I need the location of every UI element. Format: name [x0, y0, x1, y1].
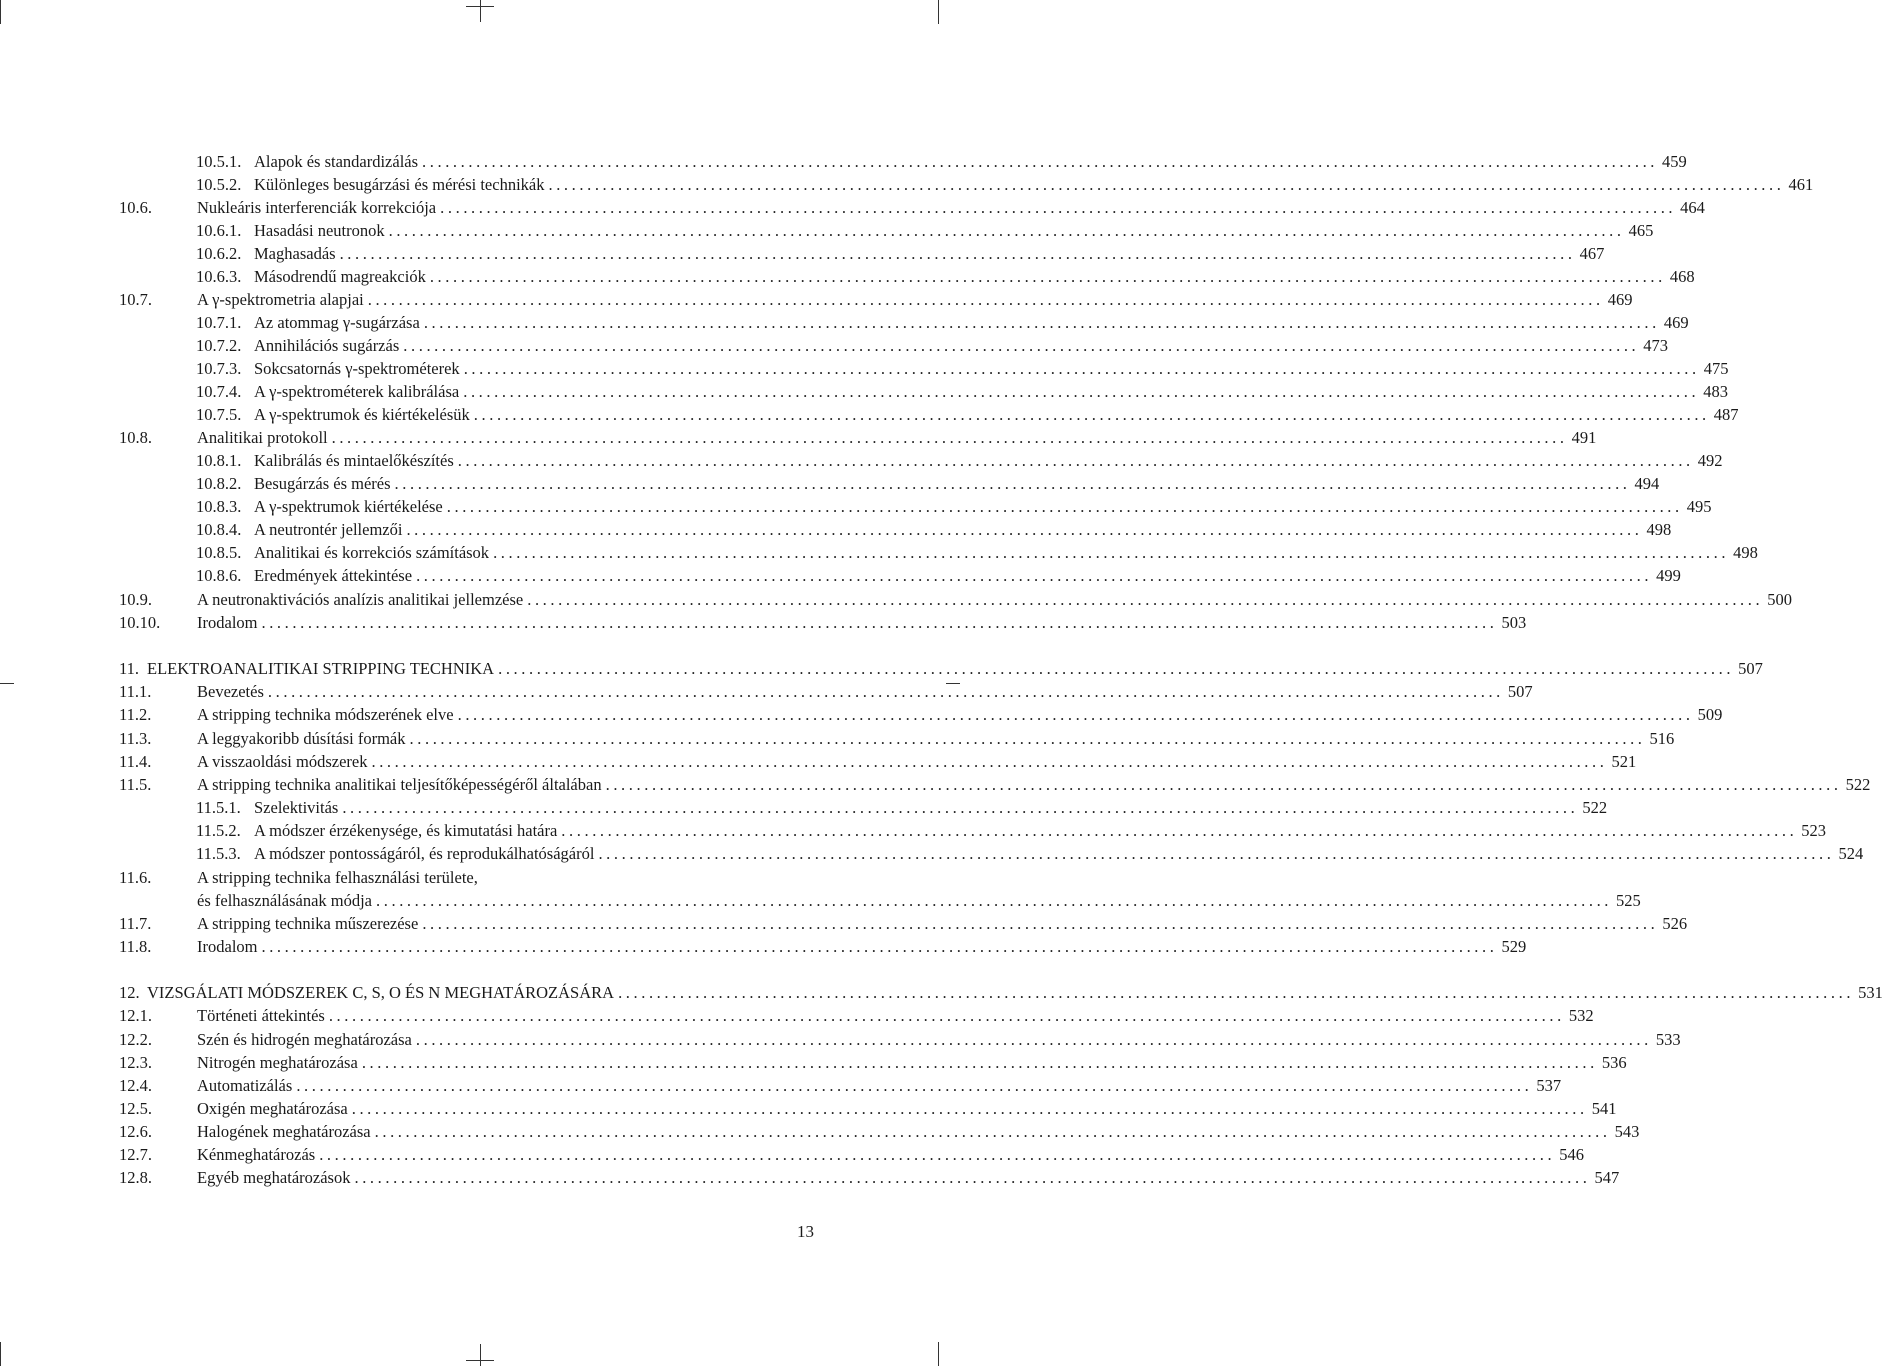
toc-entry-title: Szén és hidrogén meghatározása [197, 1030, 412, 1049]
toc-entry-title: A neutrontér jellemzői [254, 520, 403, 539]
toc-entry[interactable] [196, 242, 1605, 265]
toc-entry-number: 11.4. [119, 752, 152, 771]
toc-entry[interactable] [119, 1166, 1620, 1189]
toc-entry-title: Eredmények áttekintése [254, 566, 413, 585]
crop-mark-bottom-right [938, 1342, 939, 1366]
crop-mark-top-left [0, 0, 1, 24]
toc-entry-page: 487 [1713, 405, 1739, 424]
toc-entry[interactable] [119, 426, 1597, 449]
toc-entry-page: 523 [1801, 821, 1827, 840]
toc-entry-page: 492 [1697, 451, 1723, 470]
toc-entry-page: 464 [1680, 198, 1705, 217]
toc-entry-number: 10.7. [119, 290, 152, 309]
toc-entry-page: 524 [1838, 844, 1864, 863]
toc-dot-leader: ................................................................................................................................................................ [457, 451, 1694, 470]
toc-entry-title: Analitikai és korrekciós számítások [254, 543, 490, 562]
toc-entry-number: 10.7.5. [196, 405, 242, 424]
toc-dot-leader: ................................................................................................................................................................ [463, 359, 1700, 378]
toc-dot-leader: ................................................................................................................................................................ [328, 1006, 1565, 1025]
toc-dot-leader: ................................................................................................................................................................ [371, 752, 1608, 771]
toc-entry[interactable] [119, 588, 1792, 611]
toc-entry-page: 498 [1646, 520, 1672, 539]
toc-entry-page: 531 [1858, 983, 1883, 1002]
toc-dot-leader: ................................................................................................................................................................ [296, 1076, 1533, 1095]
toc-dot-leader: ................................................................................................................................................................ [423, 313, 1660, 332]
toc-dot-leader: ................................................................................................................................................................ [406, 520, 1643, 539]
toc-entry-title: Sokcsatornás γ-spektrométerek [254, 359, 460, 378]
toc-entry-number: 12.5. [119, 1099, 152, 1118]
toc-entry-title: Másodrendű magreakciók [254, 267, 426, 286]
toc-entry[interactable] [196, 403, 1739, 426]
toc-entry-number: 10.7.1. [196, 313, 242, 332]
toc-entry-title: Kalibrálás és mintaelőkészítés [254, 451, 454, 470]
toc-dot-leader: ................................................................................................................................................................ [561, 821, 1798, 840]
toc-dot-leader: ................................................................................................................................................................ [354, 1168, 1591, 1187]
toc-dot-leader: ................................................................................................................................................................ [605, 775, 1842, 794]
toc-entry-number: 12.1. [119, 1006, 152, 1025]
toc-entry-page: 533 [1655, 1030, 1681, 1049]
toc-entry[interactable] [119, 1074, 1562, 1097]
toc-entry[interactable] [119, 935, 1527, 958]
toc-entry-page: 468 [1669, 267, 1695, 286]
toc-entry-page: 503 [1501, 613, 1527, 632]
toc-dot-leader: ................................................................................................................................................................ [409, 729, 1646, 748]
toc-entry-title: Kénmeghatározás [197, 1145, 316, 1164]
toc-entry-number: 10.8.1. [196, 451, 242, 470]
toc-dot-leader: ................................................................................................................................................................ [261, 937, 1498, 956]
toc-dot-leader: ................................................................................................................................................................ [548, 175, 1785, 194]
toc-entry[interactable] [196, 380, 1728, 403]
toc-entry-page: 526 [1662, 914, 1688, 933]
toc-entry-title: Történeti áttekintés [197, 1006, 325, 1025]
toc-entry-number: 11.1. [119, 682, 152, 701]
toc-entry-number: 10.5.1. [196, 152, 242, 171]
toc-entry[interactable] [196, 334, 1669, 357]
toc-entry-number: 10.7.3. [196, 359, 242, 378]
toc-entry[interactable] [119, 703, 1723, 726]
toc-entry-page: 500 [1767, 590, 1792, 609]
toc-dot-leader: ................................................................................................................................................................ [388, 221, 1625, 240]
toc-entry-page: 469 [1607, 290, 1633, 309]
toc-entry-number: 11.5.3. [196, 844, 241, 863]
toc-dot-leader: ................................................................................................................................................................ [440, 198, 1677, 217]
toc-entry-page: 467 [1579, 244, 1605, 263]
toc-dot-leader: ................................................................................................................................................................ [331, 428, 1568, 447]
toc-entry-number: 11. [119, 659, 140, 678]
toc-entry-title: A stripping technika műszerezése [197, 914, 419, 933]
toc-entry-number: 10.8.6. [196, 566, 242, 585]
toc-entry-number: 10.8.2. [196, 474, 242, 493]
toc-entry[interactable] [119, 981, 1883, 1004]
toc-entry-title: A módszer érzékenysége, és kimutatási határa [254, 821, 558, 840]
toc-entry-page: 461 [1788, 175, 1814, 194]
toc-entry-title: A leggyakoribb dúsítási formák [197, 729, 406, 748]
toc-entry[interactable] [119, 1004, 1594, 1027]
toc-dot-leader: ................................................................................................................................................................ [598, 844, 1835, 863]
toc-entry-page: 532 [1568, 1006, 1594, 1025]
toc-entry-title: Annihilációs sugárzás [254, 336, 400, 355]
toc-entry[interactable] [196, 564, 1681, 587]
toc-entry[interactable] [196, 150, 1687, 173]
toc-entry-number: 12.3. [119, 1053, 152, 1072]
toc-entry[interactable] [119, 657, 1763, 680]
toc-dot-leader: ................................................................................................................................................................ [416, 566, 1653, 585]
toc-entry-number: 11.5.2. [196, 821, 241, 840]
toc-entry-page: 483 [1703, 382, 1728, 401]
toc-entry-title: Egyéb meghatározások [197, 1168, 351, 1187]
toc-dot-leader: ................................................................................................................................................................ [403, 336, 1640, 355]
toc-dot-leader: ................................................................................................................................................................ [261, 613, 1498, 632]
toc-entry[interactable] [119, 1097, 1617, 1120]
toc-entry-page: 541 [1591, 1099, 1617, 1118]
toc-entry[interactable] [196, 796, 1608, 819]
toc-entry[interactable] [119, 611, 1527, 634]
toc-entry-number: 10.6.3. [196, 267, 242, 286]
toc-entry[interactable] [119, 750, 1637, 773]
register-mark-top-h [466, 6, 494, 7]
toc-entry-number: 12.8. [119, 1168, 152, 1187]
toc-dot-leader: ................................................................................................................................................................ [422, 914, 1659, 933]
toc-dot-leader: ................................................................................................................................................................ [394, 474, 1631, 493]
toc-entry[interactable] [196, 518, 1672, 541]
toc-entry-number: 11.8. [119, 937, 152, 956]
toc-entry-number: 11.2. [119, 705, 152, 724]
toc-dot-leader: ................................................................................................................................................................ [527, 590, 1764, 609]
toc-dot-leader: ................................................................................................................................................................ [618, 983, 1855, 1002]
toc-entry-title: Automatizálás [197, 1076, 293, 1095]
register-mark-bottom [480, 1344, 481, 1366]
crop-mark-top-right [938, 0, 939, 24]
toc-entry[interactable] [196, 219, 1654, 242]
toc-entry-page: 546 [1559, 1145, 1584, 1164]
toc-entry[interactable] [196, 842, 1864, 865]
toc-entry[interactable] [196, 541, 1758, 564]
toc-entry-page: 529 [1501, 937, 1527, 956]
toc-entry-title: Az atommag γ-sugárzása [254, 313, 420, 332]
toc-entry-number: 11.3. [119, 729, 152, 748]
toc-entry-page: 536 [1601, 1053, 1627, 1072]
toc-entry[interactable] [196, 357, 1729, 380]
crop-mark-bottom-left [0, 1342, 1, 1366]
toc-entry[interactable] [119, 889, 1641, 912]
toc-entry-number: 10.7.4. [196, 382, 242, 401]
toc-entry-page: 469 [1663, 313, 1689, 332]
toc-entry-number: 12.4. [119, 1076, 152, 1095]
toc-entry-page: 537 [1536, 1076, 1562, 1095]
toc-entry-page: 522 [1582, 798, 1608, 817]
toc-entry-number: 10.6.2. [196, 244, 242, 263]
toc-entry-number: 10.8.4. [196, 520, 242, 539]
toc-entry-page: 491 [1571, 428, 1597, 447]
toc-entry-number: 10.8. [119, 428, 152, 447]
toc-entry-title: Szelektivitás [254, 798, 339, 817]
toc-entry-title: Nitrogén meghatározása [197, 1053, 358, 1072]
toc-entry[interactable] [196, 472, 1660, 495]
toc-dot-leader: ................................................................................................................................................................ [267, 682, 1504, 701]
toc-dot-leader: ................................................................................................................................................................ [351, 1099, 1588, 1118]
toc-dot-leader: ................................................................................................................................................................ [498, 659, 1735, 678]
toc-entry[interactable] [119, 288, 1633, 311]
toc-entry[interactable] [119, 1143, 1584, 1166]
toc-entry-title: A visszaoldási módszerek [197, 752, 368, 771]
toc-entry-number: 12.7. [119, 1145, 152, 1164]
toc-entry[interactable] [119, 773, 1871, 796]
toc-entry-title: A stripping technika módszerének elve [197, 705, 454, 724]
toc-entry-number: 10.5.2. [196, 175, 242, 194]
toc-dot-leader: ................................................................................................................................................................ [361, 1053, 1598, 1072]
toc-entry-page: 499 [1656, 566, 1681, 585]
toc-entry-title: A neutronaktivációs analízis analitikai jellemzése [197, 590, 524, 609]
toc-dot-leader: ................................................................................................................................................................ [493, 543, 1730, 562]
toc-entry-title: A γ-spektrumok és kiértékelésük [254, 405, 470, 424]
register-mark-bottom-h [466, 1360, 494, 1361]
toc-dot-leader: ................................................................................................................................................................ [473, 405, 1710, 424]
toc-entry-page: 516 [1649, 729, 1675, 748]
toc-dot-leader: ................................................................................................................................................................ [463, 382, 1700, 401]
toc-entry-page: 543 [1614, 1122, 1640, 1141]
toc-entry-number: 11.7. [119, 914, 152, 933]
toc-entry-number: 12.6. [119, 1122, 152, 1141]
toc-dot-leader: ................................................................................................................................................................ [457, 705, 1694, 724]
toc-entry-title: Maghasadás [254, 244, 336, 263]
toc-entry-page: 475 [1703, 359, 1729, 378]
toc-entry-page: 465 [1628, 221, 1654, 240]
toc-entry-number: 10.8.3. [196, 497, 242, 516]
toc-entry-number: 10.10. [119, 613, 161, 632]
toc-entry-number: 12.2. [119, 1030, 152, 1049]
toc-entry[interactable] [119, 1028, 1681, 1051]
toc-entry-title: Alapok és standardizálás [254, 152, 419, 171]
toc-entry[interactable] [119, 680, 1533, 703]
toc-entry-page: 522 [1845, 775, 1871, 794]
toc-entry-number: 10.8.5. [196, 543, 242, 562]
toc-entry[interactable] [196, 449, 1723, 472]
toc-entry-page: 494 [1634, 474, 1660, 493]
toc-entry-page: 509 [1697, 705, 1723, 724]
toc-entry[interactable] [196, 265, 1695, 288]
toc-entry-title: Bevezetés [197, 682, 264, 701]
toc-entry-title: VIZSGÁLATI MÓDSZEREK C, S, O ÉS N MEGHATÁROZÁSÁRA [147, 983, 615, 1002]
toc-dot-leader: ................................................................................................................................................................ [422, 152, 1659, 171]
toc-dot-leader: ................................................................................................................................................................ [342, 798, 1579, 817]
toc-entry-page: 521 [1611, 752, 1637, 771]
toc-entry-title: A stripping technika felhasználási területe, [197, 868, 478, 887]
toc-entry[interactable] [119, 1051, 1627, 1074]
toc-entry[interactable] [196, 495, 1712, 518]
toc-entry-page: 495 [1686, 497, 1712, 516]
toc-entry-title: Különleges besugárzási és mérési technikák [254, 175, 545, 194]
toc-entry-page: 525 [1616, 891, 1641, 910]
register-mark-top [480, 0, 481, 22]
toc-entry-page: 459 [1662, 152, 1687, 171]
toc-entry[interactable] [196, 819, 1827, 842]
toc-dot-leader: ................................................................................................................................................................ [319, 1145, 1556, 1164]
toc-entry-title: ELEKTROANALITIKAI STRIPPING TECHNIKA [147, 659, 495, 678]
page-number: 13 [797, 1222, 814, 1241]
toc-entry-title: A γ-spektrometria alapjai [197, 290, 364, 309]
toc-dot-leader: ................................................................................................................................................................ [367, 290, 1604, 309]
toc-entry-title: A γ-spektrumok kiértékelése [254, 497, 443, 516]
toc-entry-title: Oxigén meghatározása [197, 1099, 348, 1118]
toc-entry-page: 473 [1643, 336, 1669, 355]
toc-entry-page: 547 [1594, 1168, 1620, 1187]
toc-entry-title: A módszer pontosságáról, és reprodukálhatóságáról [254, 844, 595, 863]
toc-dot-leader: ................................................................................................................................................................ [446, 497, 1683, 516]
register-mark-left [0, 683, 14, 684]
toc-dot-leader: ................................................................................................................................................................ [415, 1030, 1652, 1049]
toc-entry[interactable] [119, 912, 1688, 935]
toc-entry-number: 12. [119, 983, 140, 1002]
toc-entry[interactable] [119, 196, 1705, 219]
toc-entry-title: Irodalom [197, 937, 258, 956]
toc-entry-title: A γ-spektrométerek kalibrálása [254, 382, 460, 401]
toc-dot-leader: ................................................................................................................................................................ [429, 267, 1666, 286]
toc-entry-title: Irodalom [197, 613, 258, 632]
toc-entry-title: Hasadási neutronok [254, 221, 385, 240]
toc-dot-leader: ................................................................................................................................................................ [374, 1122, 1611, 1141]
toc-entry-number: 10.7.2. [196, 336, 242, 355]
toc-entry-page: 498 [1733, 543, 1758, 562]
toc-entry-title: A stripping technika analitikai teljesítőképességéről általában [197, 775, 602, 794]
toc-entry[interactable] [119, 1120, 1640, 1143]
toc-entry-number: 11.5.1. [196, 798, 241, 817]
toc-entry-number: 10.9. [119, 590, 152, 609]
toc-entry[interactable] [196, 173, 1814, 196]
toc-entry-number: 11.5. [119, 775, 152, 794]
toc-entry-title: Nukleáris interferenciák korrekciója [197, 198, 437, 217]
toc-entry-number: 10.6.1. [196, 221, 242, 240]
toc-entry-title: és felhasználásának módja [197, 891, 373, 910]
toc-entry-title: Halogének meghatározása [197, 1122, 371, 1141]
toc-entry-page: 507 [1507, 682, 1533, 701]
toc-entry-title: Besugárzás és mérés [254, 474, 391, 493]
toc-entry[interactable] [119, 866, 812, 889]
toc-entry-page: 507 [1738, 659, 1763, 678]
toc-entry-number: 11.6. [119, 868, 152, 887]
toc-entry-title: Analitikai protokoll [197, 428, 328, 447]
toc-entry-number: 10.6. [119, 198, 152, 217]
toc-dot-leader: ................................................................................................................................................................ [376, 891, 1613, 910]
toc-dot-leader: ................................................................................................................................................................ [339, 244, 1576, 263]
toc-entry[interactable] [119, 727, 1675, 750]
toc-entry[interactable] [196, 311, 1689, 334]
